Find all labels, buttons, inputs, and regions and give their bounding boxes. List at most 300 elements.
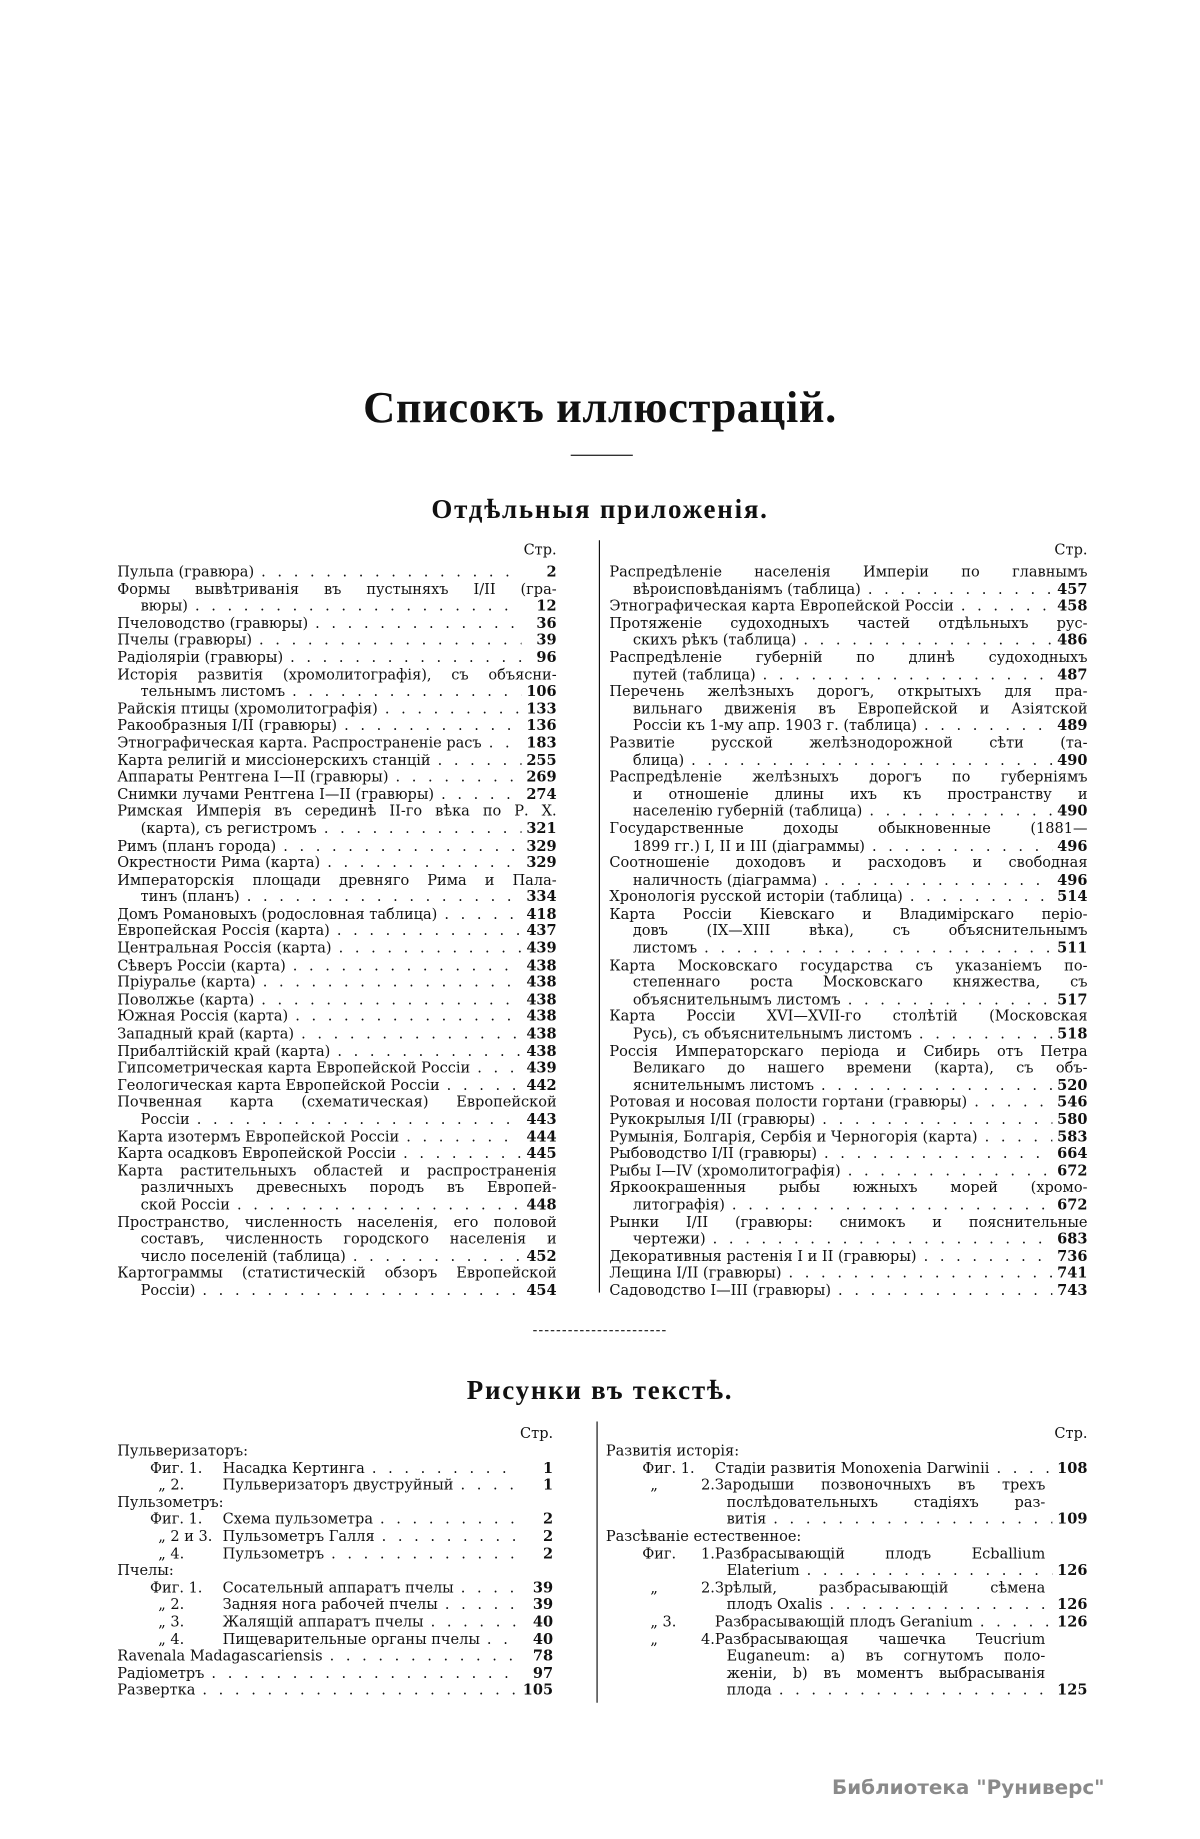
entry-line bbox=[117, 854, 556, 871]
entry-title: Россіи къ 1-му апр. 1903 г. (таблица) bbox=[632, 717, 917, 734]
entry-title: „ 4.Разбрасывающая чашечка Teucrium bbox=[642, 1631, 1045, 1647]
entry-title: Окрестности Рима (карта) bbox=[117, 854, 321, 871]
entry-line bbox=[609, 1128, 1087, 1145]
toc-entry bbox=[117, 1545, 553, 1562]
dot-leader bbox=[431, 752, 522, 769]
entry-line bbox=[609, 1094, 1087, 1111]
entry-line bbox=[609, 735, 1087, 752]
entry-line bbox=[606, 1682, 1088, 1699]
entry-line bbox=[609, 940, 1087, 957]
page-number: 12 bbox=[536, 597, 557, 615]
entry-title: Пріуралье (карта) bbox=[117, 974, 256, 991]
entry-title: Рынки I/II (гравюры: снимокъ и пояснительные bbox=[609, 1213, 1088, 1230]
dot-leader bbox=[815, 1111, 1052, 1128]
appendices-right-list bbox=[609, 564, 1087, 1299]
entry-title: Развертка bbox=[117, 1682, 196, 1699]
page-column-header-left: Стр. bbox=[520, 1423, 554, 1442]
page-number: 496 bbox=[1057, 871, 1088, 888]
page-title: Списокъ иллюстрацій. bbox=[363, 383, 837, 433]
entry-title: литографія) bbox=[632, 1196, 725, 1213]
entry-title: вюры) bbox=[140, 597, 188, 615]
entry-line bbox=[117, 1282, 556, 1299]
entry-line bbox=[117, 1562, 553, 1579]
page-number: 36 bbox=[536, 614, 557, 632]
page-number: 741 bbox=[1057, 1264, 1088, 1282]
entry-line bbox=[117, 1128, 556, 1145]
entry-title: путей (таблица) bbox=[632, 666, 756, 683]
entry-title: число поселеній (таблица) bbox=[140, 1247, 346, 1265]
entry-line bbox=[117, 1025, 556, 1042]
entry-line bbox=[606, 1545, 1088, 1562]
figure-label: Фиг. 1. bbox=[150, 1579, 203, 1596]
entry-title: Райскія птицы (хромолитографія) bbox=[117, 700, 378, 717]
toc-entry bbox=[609, 1282, 1087, 1299]
column-separator bbox=[599, 540, 600, 1292]
entry-title: различныхъ древесныхъ породъ въ Европей- bbox=[140, 1179, 557, 1196]
entry-line bbox=[609, 974, 1087, 991]
page-number: 2 bbox=[546, 563, 557, 581]
entry-line bbox=[609, 889, 1087, 906]
dot-leader bbox=[283, 649, 521, 666]
toc-entry bbox=[117, 752, 556, 769]
entry-line bbox=[117, 666, 556, 683]
page-column-header-right: Стр. bbox=[1054, 1423, 1088, 1442]
entry-line bbox=[609, 598, 1087, 615]
dot-leader bbox=[453, 1477, 517, 1494]
entry-line bbox=[117, 1248, 556, 1265]
dot-leader bbox=[256, 974, 522, 991]
page-number: 78 bbox=[532, 1647, 554, 1665]
entry-title: Euganeum: a) въ согнутомъ поло- bbox=[726, 1647, 1046, 1665]
entry-title: наличность (діаграмма) bbox=[632, 871, 818, 888]
page-number: 496 bbox=[1057, 837, 1088, 854]
page-number: 511 bbox=[1057, 939, 1088, 957]
dot-leader bbox=[862, 803, 1052, 820]
toc-group-heading bbox=[117, 1443, 553, 1460]
entry-line bbox=[117, 581, 556, 598]
entry-line bbox=[117, 752, 556, 769]
entry-line bbox=[117, 1077, 556, 1094]
entry-title: Карта религій и миссіонерскихъ станцій bbox=[117, 751, 431, 769]
entry-line bbox=[606, 1477, 1088, 1494]
entry-line bbox=[117, 786, 556, 803]
page-number: 1 bbox=[543, 1459, 554, 1477]
toc-entry bbox=[609, 820, 1087, 854]
page-number: 743 bbox=[1057, 1281, 1088, 1299]
entry-line bbox=[609, 700, 1087, 717]
dot-leader bbox=[254, 564, 521, 581]
toc-entry bbox=[117, 1077, 556, 1094]
toc-entry bbox=[606, 1477, 1088, 1528]
page-number: 438 bbox=[526, 1025, 557, 1042]
toc-entry bbox=[609, 735, 1087, 769]
toc-entry bbox=[609, 1043, 1087, 1094]
toc-entry bbox=[117, 1631, 553, 1648]
dot-leader bbox=[288, 1008, 521, 1025]
entry-title: Центральная Россія (карта) bbox=[117, 939, 332, 957]
entry-line bbox=[609, 1214, 1087, 1231]
figures-left-list bbox=[117, 1443, 553, 1700]
entry-title: Геологическая карта Европейской Россіи bbox=[117, 1076, 440, 1094]
entry-line bbox=[609, 786, 1087, 803]
page-number: 736 bbox=[1057, 1247, 1088, 1265]
dot-leader bbox=[437, 906, 521, 923]
entry-title: тинъ (планъ) bbox=[140, 888, 240, 906]
page-number: 439 bbox=[526, 939, 557, 957]
entry-line bbox=[117, 564, 556, 581]
entry-title: Пульзометръ: bbox=[117, 1493, 224, 1511]
entry-line bbox=[117, 632, 556, 649]
entry-title: Формы вывѣтриванія въ пустыняхъ I/II (гра- bbox=[117, 580, 557, 598]
page-number: 1 bbox=[543, 1476, 554, 1494]
dot-leader bbox=[973, 1614, 1053, 1631]
entry-title: Европейская Россія (карта) bbox=[117, 922, 330, 940]
entry-line bbox=[117, 991, 556, 1008]
entry-line bbox=[117, 1477, 553, 1494]
page-number: 329 bbox=[526, 854, 557, 871]
entry-title: Пчелы (гравюры) bbox=[117, 632, 253, 649]
page-number: 39 bbox=[532, 1579, 554, 1596]
entry-title: Карта растительныхъ областей и распространенія bbox=[117, 1162, 557, 1179]
entry-title: Пространство, численность населенія, его половой bbox=[117, 1213, 557, 1230]
toc-entry bbox=[117, 1665, 553, 1682]
entry-line bbox=[609, 1196, 1087, 1213]
entry-title: блица) bbox=[632, 751, 685, 769]
entry-title: Лещина I/II (гравюры) bbox=[609, 1264, 782, 1282]
toc-entry bbox=[609, 1128, 1087, 1145]
library-watermark: Библиотека "Руниверс" bbox=[832, 1776, 1105, 1800]
entry-line bbox=[117, 718, 556, 735]
toc-entry bbox=[609, 1094, 1087, 1111]
dot-leader bbox=[454, 1579, 518, 1596]
toc-entry bbox=[117, 1614, 553, 1631]
appendices-left-list bbox=[117, 564, 556, 1299]
entry-title: Карта Московскаго государства съ указаніемъ по- bbox=[609, 957, 1088, 974]
dot-leader bbox=[865, 837, 1052, 854]
toc-entry bbox=[117, 1128, 556, 1145]
entry-title: Русь), съ объяснительнымъ листомъ bbox=[632, 1025, 912, 1042]
toc-entry bbox=[117, 1596, 553, 1613]
figure-label: „ 2 и 3. bbox=[158, 1528, 213, 1545]
page-number: 126 bbox=[1057, 1613, 1088, 1631]
page-number: 418 bbox=[526, 905, 557, 923]
entry-line bbox=[117, 1111, 556, 1128]
entry-title: степеннаго роста Московскаго княжества, съ bbox=[632, 974, 1088, 991]
page-number: 125 bbox=[1057, 1682, 1088, 1699]
entry-title: Ravenala Madagascariensis bbox=[117, 1647, 323, 1665]
toc-entry bbox=[609, 854, 1087, 888]
dot-leader bbox=[324, 1545, 518, 1562]
entry-line bbox=[609, 854, 1087, 871]
entry-title: Фиг. 1.Разбрасывающій плодъ Ecballium bbox=[642, 1545, 1046, 1562]
page-number: 438 bbox=[526, 974, 557, 991]
figure-label: Фиг. 1. bbox=[150, 1459, 203, 1477]
entry-line bbox=[117, 1162, 556, 1179]
dot-leader bbox=[978, 1128, 1053, 1145]
page-number: 136 bbox=[526, 717, 557, 734]
dot-leader bbox=[814, 1077, 1052, 1094]
entry-line bbox=[117, 923, 556, 940]
entry-title: Пульпа (гравюра) bbox=[117, 563, 255, 581]
toc-entry bbox=[609, 1179, 1087, 1213]
figures-right-list bbox=[606, 1443, 1088, 1700]
page-number: 105 bbox=[522, 1682, 554, 1699]
entry-line bbox=[606, 1511, 1088, 1528]
entry-line bbox=[606, 1648, 1088, 1665]
entry-line bbox=[117, 1511, 553, 1528]
toc-entry bbox=[117, 974, 556, 991]
entry-line bbox=[117, 974, 556, 991]
entry-line bbox=[117, 820, 556, 837]
entry-title: объяснительнымъ листомъ bbox=[632, 991, 841, 1008]
entry-line bbox=[606, 1562, 1088, 1579]
entry-line bbox=[609, 803, 1087, 820]
dot-leader bbox=[800, 1562, 1053, 1579]
dot-leader bbox=[954, 598, 1053, 615]
toc-entry bbox=[609, 649, 1087, 683]
entry-title: Пчелы: bbox=[117, 1562, 174, 1579]
toc-entry bbox=[117, 700, 556, 717]
page-number: 40 bbox=[532, 1613, 554, 1631]
page-number: 126 bbox=[1057, 1562, 1088, 1579]
toc-entry bbox=[117, 1511, 553, 1528]
dot-leader bbox=[796, 632, 1052, 649]
entry-title: скихъ рѣкъ (таблица) bbox=[632, 632, 797, 649]
page-number: 458 bbox=[1057, 597, 1088, 615]
entry-title: Ракообразныя I/II (гравюры) bbox=[117, 717, 338, 734]
dot-leader bbox=[903, 889, 1052, 906]
toc-entry bbox=[117, 1579, 553, 1596]
entry-title: Распредѣленіе населенія Имперіи по главнымъ bbox=[609, 563, 1088, 581]
entry-line bbox=[609, 1060, 1087, 1077]
entry-line bbox=[606, 1579, 1088, 1596]
dot-leader bbox=[817, 872, 1052, 889]
dot-leader bbox=[989, 1460, 1052, 1477]
page-number: 514 bbox=[1057, 888, 1088, 906]
page-number: 443 bbox=[526, 1110, 557, 1128]
toc-entry bbox=[606, 1545, 1088, 1579]
dot-leader bbox=[917, 1248, 1053, 1265]
entry-title: плода bbox=[726, 1682, 772, 1699]
section-heading-figures: Рисунки въ текстѣ. bbox=[466, 1375, 734, 1406]
entry-line bbox=[117, 1196, 556, 1213]
dot-leader bbox=[188, 598, 522, 615]
entry-line bbox=[609, 872, 1087, 889]
entry-line bbox=[609, 1265, 1087, 1282]
entry-line bbox=[117, 1596, 553, 1613]
entry-line bbox=[117, 1460, 553, 1477]
toc-entry bbox=[609, 889, 1087, 906]
dot-leader bbox=[330, 923, 522, 940]
section-divider bbox=[533, 1330, 665, 1331]
entry-title: женіи, b) въ моментъ выбрасыванія bbox=[726, 1664, 1046, 1682]
toc-entry bbox=[609, 615, 1087, 649]
entry-title: Карта осадковъ Европейской Россіи bbox=[117, 1145, 397, 1162]
entry-title: Протяженіе судоходныхъ частей отдѣльныхъ рус- bbox=[609, 614, 1088, 632]
entry-title: Разсѣваніе естественное: bbox=[605, 1528, 802, 1545]
toc-entry bbox=[117, 1094, 556, 1128]
entry-line bbox=[609, 1145, 1087, 1162]
toc-entry bbox=[117, 1025, 556, 1042]
toc-entry bbox=[117, 1145, 556, 1162]
toc-entry bbox=[117, 1162, 556, 1213]
entry-title: „ 4. Пищеварительные органы пчелы bbox=[150, 1631, 480, 1648]
entry-title: Перечень желѣзныхъ дорогъ, открытыхъ для пра- bbox=[609, 683, 1088, 700]
entry-line bbox=[117, 1682, 553, 1699]
page-number: 438 bbox=[526, 1042, 557, 1059]
entry-title: Радіоляріи (гравюры) bbox=[117, 649, 284, 666]
entry-line bbox=[609, 991, 1087, 1008]
entry-line bbox=[609, 1282, 1087, 1299]
toc-group-heading bbox=[606, 1443, 1088, 1460]
toc-entry bbox=[117, 632, 556, 649]
toc-entry bbox=[117, 649, 556, 666]
dot-leader bbox=[470, 1060, 521, 1077]
page-number: 439 bbox=[526, 1059, 557, 1077]
entry-line bbox=[117, 649, 556, 666]
entry-title: Поволжье (карта) bbox=[117, 991, 255, 1008]
page-number: 445 bbox=[526, 1145, 557, 1162]
entry-title: плодъ Oxalis bbox=[726, 1596, 823, 1613]
page-number: 40 bbox=[532, 1630, 554, 1648]
entry-line bbox=[117, 1665, 553, 1682]
page-number: 683 bbox=[1057, 1230, 1088, 1248]
dot-leader bbox=[308, 615, 521, 632]
toc-entry bbox=[117, 1648, 553, 1665]
dot-leader bbox=[230, 1196, 522, 1213]
page-number: 487 bbox=[1057, 666, 1088, 683]
page-number: 126 bbox=[1057, 1596, 1088, 1613]
toc-entry bbox=[606, 1631, 1088, 1699]
dot-leader bbox=[330, 1043, 521, 1060]
toc-entry bbox=[609, 1008, 1087, 1042]
entry-title: Садоводство I—III (гравюры) bbox=[609, 1281, 832, 1299]
entry-title: „ 4. Пульзометръ bbox=[150, 1545, 324, 1562]
entry-title: ской Россіи bbox=[140, 1196, 230, 1213]
entry-line bbox=[609, 649, 1087, 666]
figure-label: „ 4. bbox=[158, 1630, 185, 1648]
dot-leader bbox=[294, 1025, 521, 1042]
entry-line bbox=[117, 837, 556, 854]
entry-line bbox=[117, 906, 556, 923]
entry-line bbox=[609, 1231, 1087, 1248]
page-number: 255 bbox=[526, 751, 557, 769]
entry-line bbox=[606, 1443, 1088, 1460]
title-rule bbox=[571, 455, 633, 456]
toc-entry bbox=[609, 769, 1087, 820]
toc-entry bbox=[606, 1460, 1088, 1477]
entry-title: Россіи) bbox=[140, 1281, 196, 1299]
dot-leader bbox=[373, 1511, 518, 1528]
figure-label: „ 2. bbox=[650, 1476, 715, 1494]
dot-leader bbox=[841, 991, 1053, 1008]
entry-line bbox=[609, 615, 1087, 632]
entry-title: послѣдовательныхъ стадіяхъ раз- bbox=[726, 1493, 1046, 1511]
entry-line bbox=[606, 1596, 1088, 1613]
entry-title: Россіи bbox=[140, 1110, 190, 1128]
page-number: 183 bbox=[526, 734, 557, 752]
entry-title: Снимки лучами Рентгена I—II (гравюры) bbox=[117, 785, 435, 803]
entry-title: яснительнымъ листомъ bbox=[632, 1076, 814, 1094]
page-number: 454 bbox=[526, 1281, 557, 1299]
figure-label: „ 4. bbox=[158, 1545, 185, 1562]
entry-line bbox=[117, 683, 556, 700]
entry-title: „ 2.Зрѣлый, разбрасывающій сѣмена bbox=[642, 1579, 1045, 1595]
dot-leader bbox=[440, 1077, 522, 1094]
entry-line bbox=[606, 1528, 1088, 1545]
dot-leader bbox=[480, 1631, 518, 1648]
dot-leader bbox=[317, 820, 522, 837]
entry-line bbox=[609, 632, 1087, 649]
toc-entry bbox=[609, 1265, 1087, 1282]
entry-title: и отношеніе длины ихъ къ пространству и bbox=[632, 785, 1088, 803]
entry-title: Elaterium bbox=[726, 1562, 800, 1579]
figure-label: „ 2. bbox=[158, 1476, 185, 1494]
dot-leader bbox=[434, 786, 521, 803]
toc-group-heading bbox=[606, 1528, 1088, 1545]
page-number: 106 bbox=[526, 683, 557, 700]
entry-title: Государственные доходы обыкновенные (1881— bbox=[609, 820, 1088, 837]
toc-entry bbox=[117, 1477, 553, 1494]
entry-line bbox=[609, 957, 1087, 974]
toc-entry bbox=[609, 598, 1087, 615]
entry-title: Радіометръ bbox=[117, 1664, 205, 1682]
entry-title: Карта Россіи XVI—XVII-го столѣтій (Московская bbox=[609, 1008, 1088, 1025]
entry-line bbox=[609, 1077, 1087, 1094]
entry-line bbox=[117, 1060, 556, 1077]
entry-line bbox=[117, 1631, 553, 1648]
dot-leader bbox=[276, 837, 521, 854]
entry-line bbox=[609, 683, 1087, 700]
entry-line bbox=[117, 1094, 556, 1111]
page-number: 517 bbox=[1057, 991, 1088, 1008]
dot-leader bbox=[967, 1094, 1052, 1111]
entry-line bbox=[117, 1265, 556, 1282]
page-number: 39 bbox=[532, 1596, 554, 1613]
toc-entry bbox=[117, 906, 556, 923]
entry-title: „ 2. Задняя нога рабочей пчелы bbox=[150, 1596, 438, 1613]
entry-title: Императорскія площади древняго Рима и Пала- bbox=[117, 871, 557, 888]
entry-line bbox=[606, 1614, 1088, 1631]
entry-line bbox=[117, 1579, 553, 1596]
toc-group-heading bbox=[117, 1562, 553, 1579]
entry-title: Сѣверъ Россіи (карта) bbox=[117, 957, 286, 974]
entry-title: „ 3. Разбрасывающій плодъ Geranium bbox=[642, 1614, 973, 1631]
entry-title: тельнымъ листомъ bbox=[140, 683, 286, 700]
dot-leader bbox=[482, 735, 522, 752]
entry-title: составъ, численность городского населенія и bbox=[140, 1230, 557, 1248]
page-number: 672 bbox=[1057, 1196, 1088, 1213]
entry-line bbox=[117, 735, 556, 752]
toc-entry bbox=[117, 991, 556, 1008]
page-number: 274 bbox=[526, 785, 557, 803]
page-number: 444 bbox=[526, 1128, 557, 1145]
entry-title: населенію губерній (таблица) bbox=[632, 803, 863, 820]
entry-line bbox=[609, 718, 1087, 735]
page-number: 108 bbox=[1057, 1459, 1088, 1477]
page-number: 583 bbox=[1057, 1128, 1088, 1145]
page-column-header-left: Стр. bbox=[523, 540, 557, 558]
page-number: 329 bbox=[526, 837, 557, 854]
entry-title: вѣроисповѣданіямъ (таблица) bbox=[632, 580, 861, 598]
toc-entry bbox=[609, 1111, 1087, 1128]
page-number: 109 bbox=[1057, 1510, 1088, 1528]
entry-title: Западный край (карта) bbox=[117, 1025, 295, 1042]
entry-line bbox=[609, 1008, 1087, 1025]
entry-line bbox=[117, 1214, 556, 1231]
entry-title: Карта изотермъ Европейской Россіи bbox=[117, 1128, 400, 1145]
toc-entry bbox=[609, 906, 1087, 957]
